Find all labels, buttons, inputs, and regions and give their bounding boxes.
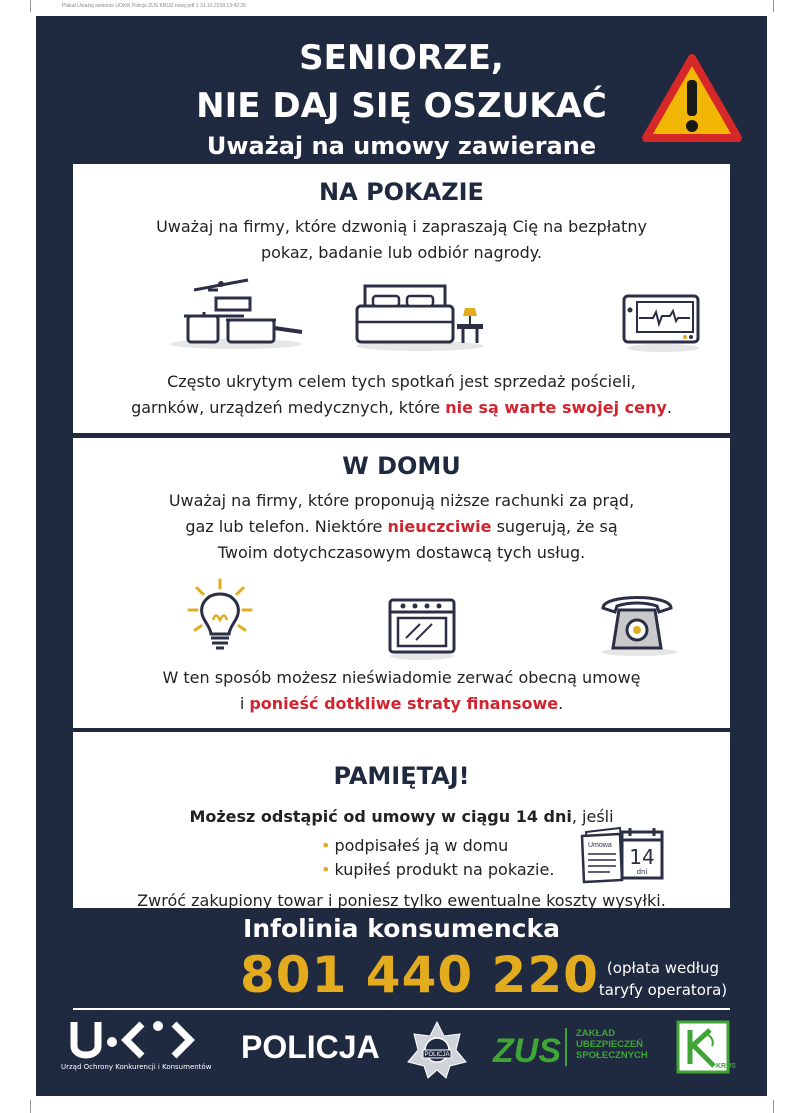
hotline-fee-note: (opłata według taryfy operatora) bbox=[598, 959, 728, 999]
divider bbox=[73, 1008, 730, 1010]
section-heading: PAMIĘTAJ! bbox=[333, 762, 470, 790]
zus-fullname: ZAKŁAD UBEZPIECZEŃ SPOŁECZNYCH bbox=[576, 1028, 648, 1061]
pots-icon bbox=[166, 276, 306, 351]
list-item: • kupiłeś produkt na pokazie. bbox=[321, 860, 555, 879]
medical-device-icon bbox=[621, 292, 701, 352]
zus-logo bbox=[491, 1028, 571, 1068]
poster bbox=[36, 16, 767, 1096]
zus-separator bbox=[565, 1028, 567, 1066]
krus-text: KRUS bbox=[716, 1063, 736, 1070]
section-outro-line: i ponieść dotkliwe straty finansowe. bbox=[239, 694, 564, 713]
section-heading: NA POKAZIE bbox=[319, 178, 484, 206]
return-note: Zwróć zakupiony towar i poniesz tylko ewentualne koszty wysyłki. bbox=[137, 891, 666, 910]
list-item: • podpisałeś ją w domu bbox=[321, 836, 509, 855]
section-heading: W DOMU bbox=[342, 452, 461, 480]
warning-triangle-icon bbox=[642, 54, 742, 144]
panel-remember bbox=[73, 732, 730, 908]
panel-on-show bbox=[73, 164, 730, 433]
subheadline: Uważaj na umowy zawierane bbox=[206, 132, 597, 160]
section-outro-line: Często ukrytym celem tych spotkań jest sprzedaż pościeli, bbox=[167, 372, 636, 391]
headline-line-2: NIE DAJ SIĘ OSZUKAĆ bbox=[196, 86, 607, 126]
print-meta-line: Plakat Uważaj seniorze UOKiK Policja ZUS KRUS nowy.pdf 1 31.10.2018 13:42:26 bbox=[62, 3, 246, 9]
crop-mark bbox=[30, 0, 31, 12]
highlight-red: nieuczciwie bbox=[387, 517, 492, 536]
calendar-number: 14 bbox=[629, 845, 655, 869]
hotline-label: Infolinia konsumencka bbox=[243, 914, 560, 943]
headline-line-1: SENIORZE, bbox=[299, 38, 504, 78]
section-outro-line: W ten sposób możesz nieświadomie zerwać obecną umowę bbox=[162, 668, 641, 687]
bullet-list bbox=[321, 834, 554, 882]
bed-icon bbox=[353, 282, 488, 352]
uokik-caption: Urząd Ochrony Konkurencji i Konsumentów bbox=[61, 1063, 212, 1071]
police-badge-text: POLICJA bbox=[424, 1052, 450, 1058]
contract-label: Umowa bbox=[588, 842, 612, 849]
crop-mark bbox=[773, 0, 774, 12]
section-intro-line: Twoim dotychczasowym dostawcą tych usług. bbox=[217, 543, 586, 562]
police-badge-icon bbox=[408, 1020, 466, 1078]
hotline-number[interactable]: 801 440 220 bbox=[240, 946, 599, 1004]
krus-logo bbox=[676, 1020, 736, 1074]
section-intro-line: Uważaj na firmy, które proponują niższe rachunki za prąd, bbox=[168, 491, 635, 510]
telephone-icon bbox=[597, 586, 677, 656]
highlight-red: nie są warte swojej ceny bbox=[445, 398, 667, 417]
policja-wordmark: POLICJA bbox=[241, 1029, 380, 1065]
crop-mark bbox=[773, 1100, 774, 1113]
section-intro-line: pokaz, badanie lub odbiór nagrody. bbox=[260, 243, 543, 262]
crop-mark bbox=[30, 1100, 31, 1113]
highlight-red: ponieść dotkliwe straty finansowe bbox=[249, 694, 559, 713]
uokik-logo bbox=[70, 1018, 220, 1064]
panel-at-home bbox=[73, 438, 730, 728]
oven-icon bbox=[386, 596, 458, 660]
contract-calendar-icon bbox=[578, 822, 670, 886]
section-intro-line: gaz lub telefon. Niektóre nieuczciwie sugerują, że są bbox=[185, 517, 618, 536]
withdrawal-lead: Możesz odstąpić od umowy w ciągu 14 dni, jeśli bbox=[189, 807, 614, 826]
light-bulb-icon bbox=[187, 576, 253, 656]
zus-wordmark: ZUS bbox=[493, 1032, 561, 1070]
calendar-unit: dni bbox=[636, 868, 648, 876]
section-intro-line: Uważaj na firmy, które dzwonią i zapraszają Cię na bezpłatny bbox=[156, 217, 647, 236]
section-outro-line: garnków, urządzeń medycznych, które nie są warte swojej ceny. bbox=[131, 398, 672, 417]
